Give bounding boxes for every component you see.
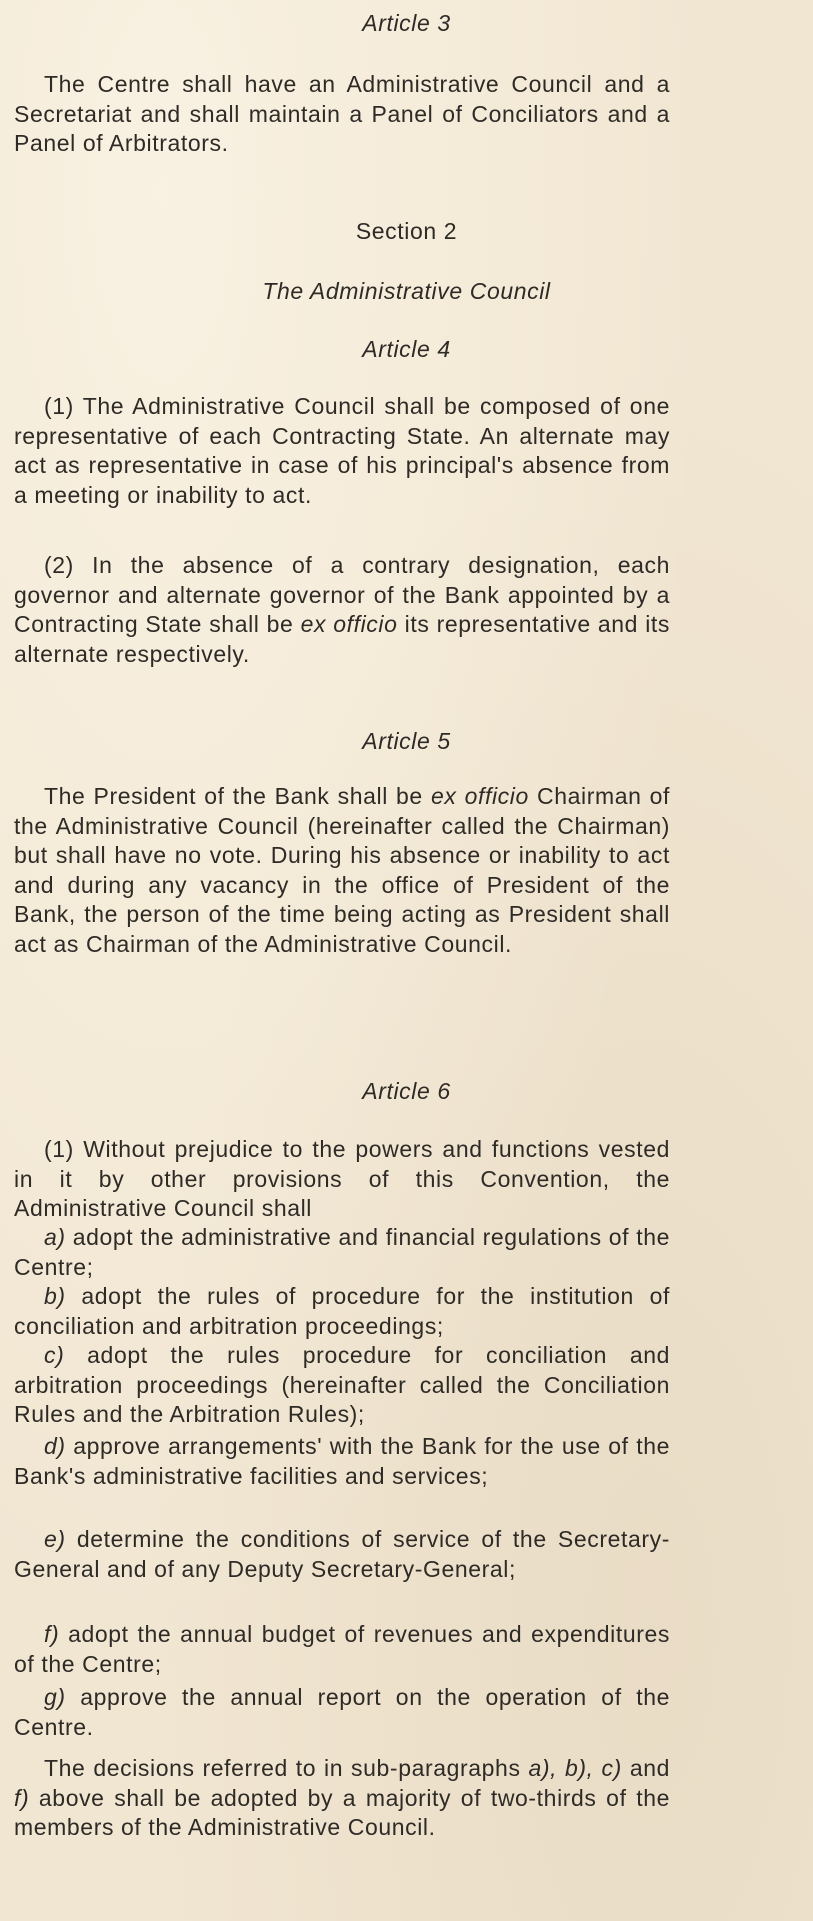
article-4-heading: Article 4 <box>362 336 451 362</box>
item-label: e) <box>44 1526 66 1552</box>
closing-label-f: f) <box>14 1784 30 1811</box>
article-6-item-a <box>14 1223 670 1282</box>
item-text: adopt the annual budget of revenues and expenditures of the Centre; <box>14 1621 670 1677</box>
article-5-text-after: Chairman of the Administrative Council (hereinafter called the Chairman) but shall have no vote. During his absence or inability to act and during any vacancy in the office of President of the Bank, the person of the time being acting as President shall act as Chairman of the Administrative Council. <box>14 783 670 957</box>
item-label: g) <box>44 1684 66 1710</box>
item-text: adopt the rules of procedure for the institution of conciliation and arbitration proceedings; <box>14 1283 670 1339</box>
article-6-heading: Article 6 <box>362 1078 451 1104</box>
section-2-heading: Section 2 <box>355 218 458 244</box>
article-4-paragraph-2 <box>14 551 670 669</box>
item-label: d) <box>44 1433 66 1459</box>
item-text: determine the conditions of service of the Secretary-General and of any Deputy Secretary-General; <box>14 1526 670 1582</box>
item-label: a) <box>44 1224 66 1250</box>
section-2-subheading: The Administrative Council <box>262 278 551 304</box>
item-label: f) <box>44 1621 60 1647</box>
article-6-item-e <box>14 1525 670 1584</box>
closing-and: and <box>621 1755 670 1781</box>
article-6-item-g <box>14 1683 670 1742</box>
article-4-p2-emphasis: ex officio <box>300 611 398 638</box>
item-label: c) <box>44 1342 65 1368</box>
item-text: adopt the administrative and financial regulations of the Centre; <box>14 1224 670 1280</box>
article-5-text-before: The President of the Bank shall be <box>44 783 431 809</box>
article-3-heading: Article 3 <box>362 10 451 36</box>
closing-labels: a), b), c) <box>528 1755 622 1781</box>
article-6-intro: (1) Without prejudice to the powers and functions vested in it by other provisions of this Convention, the Administrative Council shall <box>14 1136 670 1222</box>
article-6-item-d <box>14 1432 670 1491</box>
article-6-item-b <box>14 1282 670 1341</box>
item-label: b) <box>44 1283 66 1309</box>
item-text: approve the annual report on the operation of the Centre. <box>14 1684 670 1740</box>
closing-text-after: above shall be adopted by a majority of two-thirds of the members of the Administrative Council. <box>14 1784 670 1841</box>
article-4-paragraph-1: (1) The Administrative Council shall be composed of one representative of each Contracting State. An alternate may act as representative in case of his principal's absence from a meeting or inability to act. <box>14 393 670 508</box>
item-text: approve arrangements' with the Bank for the use of the Bank's administrative facilities and services; <box>14 1433 670 1489</box>
article-5-text <box>14 782 670 960</box>
item-text: adopt the rules procedure for conciliation and arbitration proceedings (hereinafter called the Conciliation Rules and the Arbitration Rules); <box>14 1342 670 1428</box>
article-4-p2-text-after: its representative and its alternate respectively. <box>14 611 670 667</box>
article-4-p2-text-before: (2) In the absence of a contrary designation, each governor and alternate governor of the Bank appointed by a Contracting State shall be <box>14 552 670 638</box>
article-3-text: The Centre shall have an Administrative Council and a Secretariat and shall maintain a Panel of Conciliators and a Panel of Arbitrators. <box>14 71 670 157</box>
article-5-emphasis: ex officio <box>430 783 529 809</box>
article-6-closing <box>14 1754 670 1843</box>
article-5-heading: Article 5 <box>362 728 451 754</box>
article-6-item-f <box>14 1620 670 1679</box>
article-6-item-c <box>14 1341 670 1430</box>
closing-text-before: The decisions referred to in sub-paragraphs <box>44 1755 529 1781</box>
